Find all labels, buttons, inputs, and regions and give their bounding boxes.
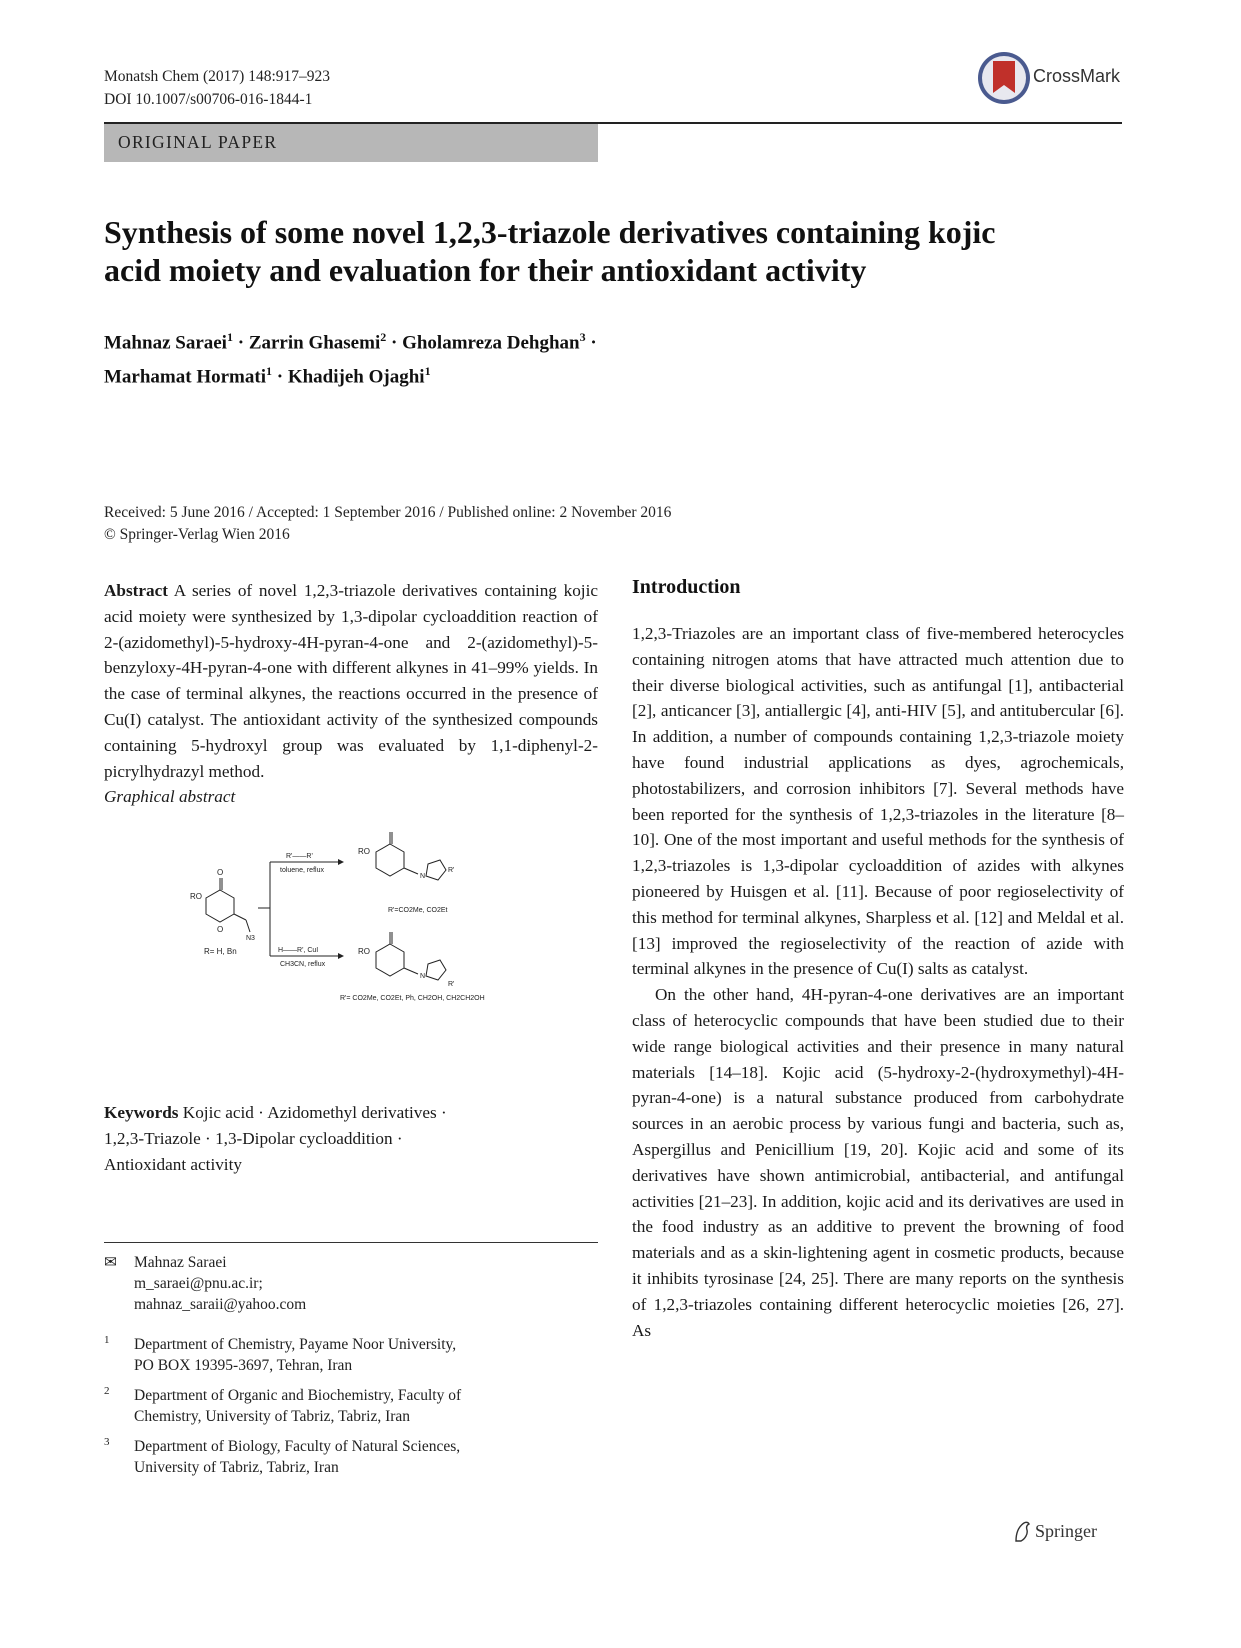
dates-line: Received: 5 June 2016 / Accepted: 1 September 2016 / Published online: 2 November 2016 <box>104 504 672 521</box>
affiliation-number: 2 <box>104 1385 110 1397</box>
correspondent-email-2[interactable]: mahnaz_saraii@yahoo.com <box>134 1296 307 1313</box>
graphical-abstract-label: Graphical abstract <box>104 787 236 807</box>
abstract-block <box>104 578 598 810</box>
keywords-line-2: 1,2,3-Triazole · 1,3-Dipolar cycloaddition · <box>104 1128 403 1148</box>
author-affiliation: 3 <box>579 330 586 344</box>
author-name[interactable]: Gholamreza Dehghan <box>402 332 580 354</box>
affiliation-line: Department of Chemistry, Payame Noor University, <box>134 1336 457 1353</box>
copyright-line: © Springer-Verlag Wien 2016 <box>104 526 290 543</box>
start-r-label: R= H, Bn <box>204 947 237 956</box>
author-name[interactable]: Marhamat Hormati <box>104 366 266 388</box>
springer-horse-icon <box>1012 1519 1032 1543</box>
introduction-paragraph-2: On the other hand, 4H-pyran-4-one derivatives are an important class of heterocyclic compounds that have been studied due to their wide range biological activities and their presence in many natural materials [14–18]. Kojic acid (5-hydroxy-2-(hydroxymethyl)-4H-pyran-4-one) is a natural substance produced from carbohydrate sources in an aerobic process by various fungi and bacteria, such as, Aspergillus and Penicillium [19, 20]. Kojic acid and some of its derivatives have shown antimicrobial, antibacterial, and antifungal activities [21–23]. In addition, kojic acid and its derivatives are used in the food industry as an additive to prevent the browning of food materials and as a skin-lightening agent in cosmetic products, because it inhibits tyrosinase [24, 25]. There are many reports on the synthesis of 1,2,3-triazoles containing different heterocyclic moieties [26, 27]. As <box>632 985 1124 1340</box>
footnote-rule <box>104 1242 598 1243</box>
title-line-2: acid moiety and evaluation for their antioxidant activity <box>104 252 867 288</box>
affiliation-line: PO BOX 19395-3697, Tehran, Iran <box>134 1357 353 1374</box>
author-separator: · <box>276 366 284 388</box>
introduction-section <box>632 576 1124 1343</box>
affiliation-line: University of Tabriz, Tabriz, Iran <box>134 1459 339 1476</box>
carbonyl-o: O <box>217 868 224 877</box>
author-separator: · <box>390 332 398 354</box>
affiliation-text <box>134 1385 461 1427</box>
correspondent-name: Mahnaz Saraei <box>134 1254 227 1271</box>
correspondence <box>104 1252 307 1313</box>
envelope-icon: ✉ <box>104 1254 117 1271</box>
journal-citation <box>104 65 330 111</box>
author-affiliation: 2 <box>380 330 387 344</box>
reaction-scheme <box>190 847 520 1060</box>
bottom-conditions: CH3CN, reflux <box>280 961 326 968</box>
crossmark-label[interactable]: CrossMark <box>1033 66 1121 86</box>
starting-pyranone <box>206 878 250 932</box>
keywords-block <box>104 1100 598 1177</box>
bottom-product-r: R' <box>448 981 455 988</box>
title-line-1: Synthesis of some novel 1,2,3-triazole derivatives containing kojic <box>104 214 996 250</box>
top-triazole-n: N <box>420 873 426 880</box>
bottom-reagent: H——R', CuI <box>278 947 319 954</box>
author-affiliation: 1 <box>265 364 272 379</box>
azide-label: N3 <box>246 935 255 942</box>
top-reagent: R'——R' <box>286 853 313 860</box>
bottom-substituents: R'= CO2Me, CO2Et, Ph, CH2OH, CH2CH2OH <box>340 995 485 1002</box>
keywords-text-1: Kojic acid · Azidomethyl derivatives · <box>182 1103 447 1122</box>
author-separator: · <box>237 332 245 354</box>
top-conditions: toluene, reflux <box>280 867 324 874</box>
bottom-product-ro: RO <box>358 947 370 956</box>
keywords-label: Keywords <box>104 1103 179 1122</box>
affiliation-number: 3 <box>104 1436 110 1448</box>
abstract-label: Abstract <box>104 581 168 600</box>
keywords-line-1 <box>104 1100 598 1126</box>
top-product-ro: RO <box>358 847 370 856</box>
publication-history <box>104 502 671 546</box>
author-list <box>104 323 597 392</box>
correspondent-email-1[interactable]: m_saraei@pnu.ac.ir; <box>134 1275 263 1292</box>
author-line-2 <box>104 357 597 391</box>
author-name[interactable]: Mahnaz Saraei <box>104 332 227 354</box>
start-ro: RO <box>190 892 202 901</box>
journal-line: Monatsh Chem (2017) 148:917–923 <box>104 68 331 85</box>
correspondence-body <box>134 1252 306 1315</box>
affiliation-line: Department of Organic and Biochemistry, Faculty of <box>134 1387 462 1404</box>
author-line-1 <box>104 323 597 357</box>
author-affiliation: 1 <box>226 330 233 344</box>
bottom-product <box>376 932 446 980</box>
author-name[interactable]: Zarrin Ghasemi <box>248 332 381 354</box>
doi-line[interactable]: DOI 10.1007/s00706-016-1844-1 <box>104 91 313 108</box>
affiliation-line: Department of Biology, Faculty of Natural Sciences, <box>134 1438 461 1455</box>
publisher-logo-text: Springer <box>1035 1521 1097 1541</box>
affiliation-text <box>134 1334 456 1376</box>
paper-title <box>104 213 1064 289</box>
top-product <box>376 832 446 880</box>
ring-o: O <box>217 925 224 934</box>
author-name[interactable]: Khadijeh Ojaghi <box>287 366 425 388</box>
author-affiliation: 1 <box>424 364 431 379</box>
top-substituents: R'=CO2Me, CO2Et <box>388 907 448 914</box>
abstract-paragraph <box>104 578 598 784</box>
introduction-heading: Introduction <box>632 576 741 598</box>
affiliation-number: 1 <box>104 1334 110 1346</box>
author-separator: · <box>590 332 597 354</box>
keywords-line-3: Antioxidant activity <box>104 1154 242 1174</box>
bottom-triazole-n: N <box>420 973 426 980</box>
top-product-r: R' <box>448 867 455 874</box>
introduction-paragraph-1: 1,2,3-Triazoles are an important class of five-membered heterocycles containing nitrogen atoms that have attracted much attention due to their diverse biological activities, such as antifungal [1], antibacterial [2], anticancer [3], antiallergic [4], anti-HIV [5], and antitubercular [6]. In addition, a number of compounds containing 1,2,3-triazole moiety have found industrial applications as dyes, agrochemicals, photostabilizers, and corrosion inhibitors [7]. Several methods have been reported for the synthesis of 1,2,3-triazoles in the literature [8–10]. One of the most important and useful methods for the synthesis of 1,2,3-triazoles is 1,3-dipolar cycloaddition of azides with alkynes pioneered by Huisgen et al. [11]. Because of poor regioselectivity of this method for terminal alkynes, Sharpless et al. [12] and Meldal et al. [13] improved the regioselectivity of the reaction of azide with terminal alkynes in the presence of Cu(I) salts as catalyst. <box>632 624 1124 979</box>
affiliation-line: Chemistry, University of Tabriz, Tabriz, Iran <box>134 1408 411 1425</box>
affiliation-text <box>134 1436 460 1478</box>
article-type: ORIGINAL PAPER <box>118 132 278 152</box>
abstract-text: A series of novel 1,2,3-triazole derivatives containing kojic acid moiety were synthesized by 1,3-dipolar cycloaddition reaction of 2-(azidomethyl)-5-hydroxy-4H-pyran-4-one and 2-(azidomethyl)-5-benzyloxy-4H-pyran-4-one with different alkynes in 41–99% yields. In the case of terminal alkynes, the reactions occurred in the presence of Cu(I) catalyst. The antioxidant activity of the synthesized compounds containing 5-hydroxyl group was evaluated by 1,1-diphenyl-2-picrylhydrazyl method. <box>104 581 598 781</box>
